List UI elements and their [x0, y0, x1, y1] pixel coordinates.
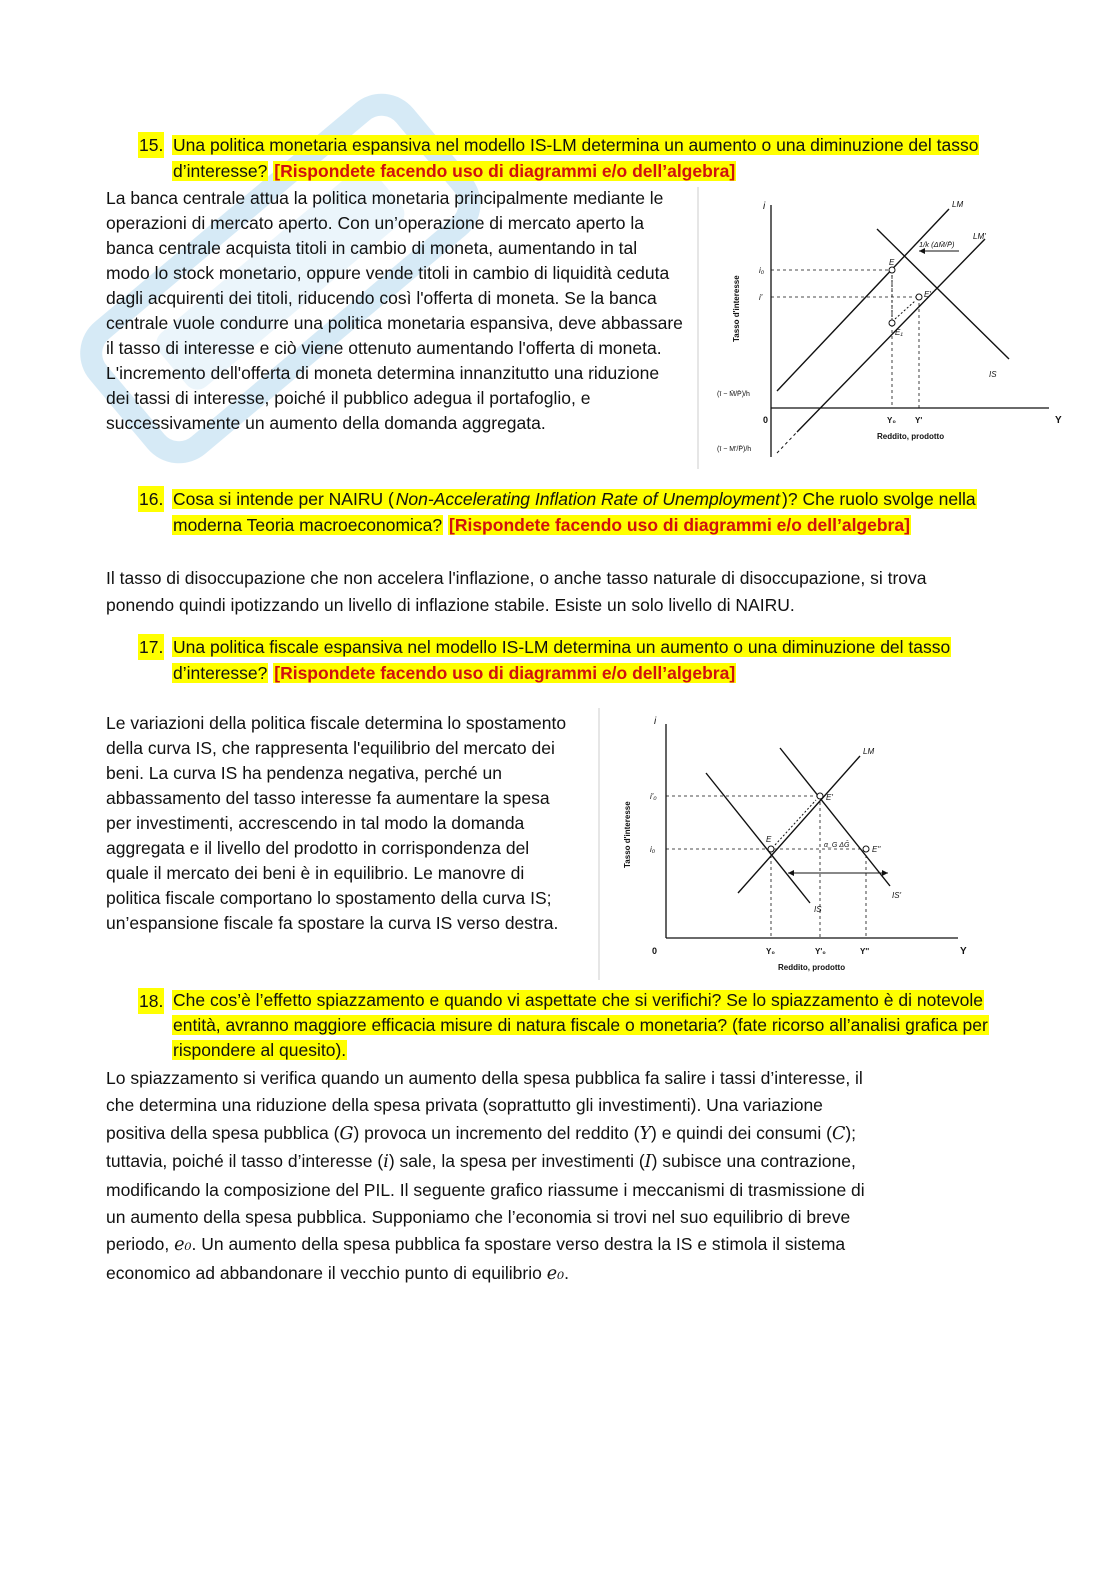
- answer-text: .: [564, 1262, 569, 1283]
- question-text-start: Cosa si intende per NAIRU (: [173, 489, 394, 509]
- answer-line: che determina una riduzione della spesa privata (soprattutto gli investimenti). Una variazione: [106, 1095, 823, 1116]
- adjustment-arrows: [775, 800, 816, 845]
- is-prime-curve: [780, 748, 890, 886]
- symbol-i: i: [383, 1152, 389, 1173]
- x-axis-title: Reddito, prodotto: [778, 963, 846, 972]
- answer-text: ) sale, la spesa per investimenti (: [388, 1151, 645, 1172]
- i0-prime-label: i'₀: [650, 792, 657, 801]
- question-instruction: [Rispondete facendo uso di diagrammi e/o dell’algebra]: [274, 161, 736, 181]
- y-axis-symbol: i: [654, 716, 657, 727]
- answer-text: . Un aumento della spesa pubblica fa spostare verso destra la IS e stimola il sistema: [191, 1234, 846, 1255]
- answer-text: Le variazioni della politica fiscale determina lo spostamento della curva IS, che rappresenta l'equilibrio del mercato dei beni. La curva IS ha pendenza negativa, perché un abbassamento del tasso interesse fa aumentare la spesa per investimenti, accrescendo in tal modo la domanda aggregata e il livello del prodotto in corrispondenza del quale il mercato dei beni è in equilibrio. Le manovre di politica fiscale comportano lo spostamento della curva IS; un’espansione fiscale fa spostare la curva IS verso destra.: [106, 713, 567, 933]
- answer-16: [106, 565, 1016, 619]
- shift-label: α_G ΔḠ: [824, 842, 850, 849]
- is-curve: [706, 773, 810, 903]
- yprime-label: Y': [915, 416, 923, 425]
- answer-line: [106, 1148, 1006, 1176]
- question-number: 16.: [138, 486, 164, 512]
- is-label: IS: [989, 370, 997, 379]
- question-instruction: [Rispondete facendo uso di diagrammi e/o dell’algebra]: [449, 515, 910, 535]
- question-number: 15.: [138, 132, 164, 158]
- answer-line: [106, 1231, 1006, 1259]
- point-e-prime: [817, 793, 823, 799]
- question-text-end: )? Che ruolo svolge nella moderna Teoria macroeconomica?: [173, 489, 976, 535]
- question-text: Una politica fiscale espansiva nel modello IS-LM determina un aumento o una diminuzione del tasso d’interesse?: [173, 637, 951, 683]
- x-axis-title: Reddito, prodotto: [877, 432, 945, 441]
- is-label: IS: [814, 905, 822, 914]
- adjustment-arrows: [895, 301, 915, 319]
- y0-label: Y₀: [766, 947, 775, 956]
- y-axis-symbol: i: [763, 201, 766, 212]
- origin-label: 0: [652, 946, 658, 956]
- shift-arrow-head-left: [788, 870, 794, 876]
- point-e-second-label: E'': [872, 845, 881, 854]
- y0-prime-label: Y'₀: [815, 947, 826, 956]
- y-axis-title: Tasso d'interesse: [732, 275, 741, 342]
- question-instruction: [Rispondete facendo uso di diagrammi e/o dell’algebra]: [274, 663, 736, 683]
- answer-text: tuttavia, poiché il tasso d’interesse (: [106, 1151, 384, 1172]
- intercept-2-label: (ī − M'/P̄)/h: [717, 446, 752, 453]
- answer-18: [106, 1065, 1006, 1288]
- point-e1-label: E₁: [895, 328, 903, 337]
- question-18: [106, 988, 1006, 1063]
- symbol-g: G: [339, 1123, 354, 1144]
- answer-text: ) provoca un incremento del reddito (: [353, 1122, 640, 1143]
- symbol-e0: e₀: [174, 1235, 192, 1256]
- point-e-prime: [916, 294, 922, 300]
- answer-text: positiva della spesa pubblica (: [106, 1122, 340, 1143]
- lm-prime-dashed: [777, 432, 797, 453]
- answer-text: periodo,: [106, 1234, 175, 1255]
- answer-text: ) e quindi dei consumi (: [651, 1122, 832, 1143]
- figure-fiscal-policy: [598, 708, 988, 980]
- shift-arrow-head-right: [882, 870, 888, 876]
- point-e1: [889, 320, 895, 326]
- question-number: 18.: [138, 988, 164, 1014]
- x-axis-symbol: Y: [960, 946, 967, 957]
- y-axis-title: Tasso d'interesse: [623, 801, 632, 868]
- answer-15: [106, 186, 684, 436]
- symbol-investment: I: [644, 1152, 652, 1173]
- question-15: [106, 132, 1006, 184]
- intercept-1-label: (ī − M̄/P̄)/h: [717, 391, 750, 398]
- is-prime-label: IS': [892, 891, 902, 900]
- question-text: Una politica monetaria espansiva nel modello IS-LM determina un aumento o una diminuzione del tasso d’interesse?: [173, 135, 979, 181]
- point-e-label: E: [766, 835, 772, 844]
- point-e: [768, 846, 774, 852]
- point-e-label: E: [889, 258, 895, 267]
- shift-label: 1/k (ΔM̄/P̄): [919, 240, 955, 249]
- figure-monetary-policy: [697, 187, 1067, 469]
- question-text: Che cos’è l’effetto spiazzamento e quando vi aspettate che si verifichi? Se lo spiazzamento è di notevole entità, avranno maggiore efficacia misure di natura fiscale o monetaria? (fate ricorso all’analisi grafica per rispondere al quesito).: [173, 990, 988, 1060]
- symbol-y: Y: [639, 1123, 652, 1144]
- x-axis-symbol: Y: [1055, 415, 1062, 426]
- answer-line: [106, 1120, 1006, 1148]
- question-17: [106, 634, 1006, 686]
- lm-label: LM: [863, 747, 875, 756]
- i0-label: i₀: [650, 845, 656, 854]
- point-e-second: [863, 846, 869, 852]
- y0-label: Y₀: [887, 416, 896, 425]
- y-second-label: Y'': [860, 947, 870, 956]
- i0-label: i₀: [759, 266, 765, 275]
- answer-text: ) subisce una contrazione,: [651, 1151, 856, 1172]
- answer-17: [106, 711, 574, 936]
- point-e: [889, 267, 895, 273]
- answer-text: );: [845, 1122, 857, 1143]
- answer-line: modificando la composizione del PIL. Il seguente grafico riassume i meccanismi di trasmissione di: [106, 1179, 865, 1200]
- point-e-prime-label: E': [924, 290, 931, 299]
- answer-line: ponendo quindi ipotizzando un livello di inflazione stabile. Esiste un solo livello di NAIRU.: [106, 595, 795, 615]
- answer-text: economico ad abbandonare il vecchio punto di equilibrio: [106, 1262, 547, 1283]
- question-number: 17.: [138, 634, 164, 660]
- symbol-c: C: [831, 1123, 846, 1144]
- symbol-e0: e₀: [546, 1263, 565, 1284]
- origin-label: 0: [763, 415, 769, 425]
- iprime-label: i': [759, 293, 763, 302]
- question-text-italic: Non-Accelerating Inflation Rate of Unemployment: [395, 489, 781, 509]
- question-16: [106, 486, 1006, 538]
- lm-prime-label: LM': [973, 232, 986, 241]
- lm-label: LM: [952, 200, 964, 209]
- answer-text: La banca centrale attua la politica monetaria principalmente mediante le operazioni di mercato aperto. Con un’operazione di mercato aperto la banca centrale acquista titoli in cambio di moneta, aumentando in tal modo lo stock monetario, oppure vende titoli in cambio di liquidità ceduta dagli acquirenti dei titoli, riducendo così l'offerta di moneta. Se la banca centrale vuole condurre una politica monetaria espansiva, deve abbassare il tasso di interesse e ciò viene ottenuto aumentando l'offerta di moneta. L'incremento dell'offerta di moneta determina innanzitutto una riduzione dei tassi di interesse, poiché il pubblico adegua il portafoglio, e successivamente un aumento della domanda aggregata.: [106, 188, 683, 433]
- answer-line: un aumento della spesa pubblica. Supponiamo che l’economia si trovi nel suo equilibrio di breve: [106, 1207, 851, 1228]
- answer-line: [106, 1260, 1006, 1288]
- answer-line: Lo spiazzamento si verifica quando un aumento della spesa pubblica fa salire i tassi d’interesse, il: [106, 1068, 863, 1088]
- answer-line: Il tasso di disoccupazione che non accelera l'inflazione, o anche tasso naturale di disoccupazione, si trova: [106, 568, 927, 588]
- point-e-prime-label: E': [826, 793, 833, 802]
